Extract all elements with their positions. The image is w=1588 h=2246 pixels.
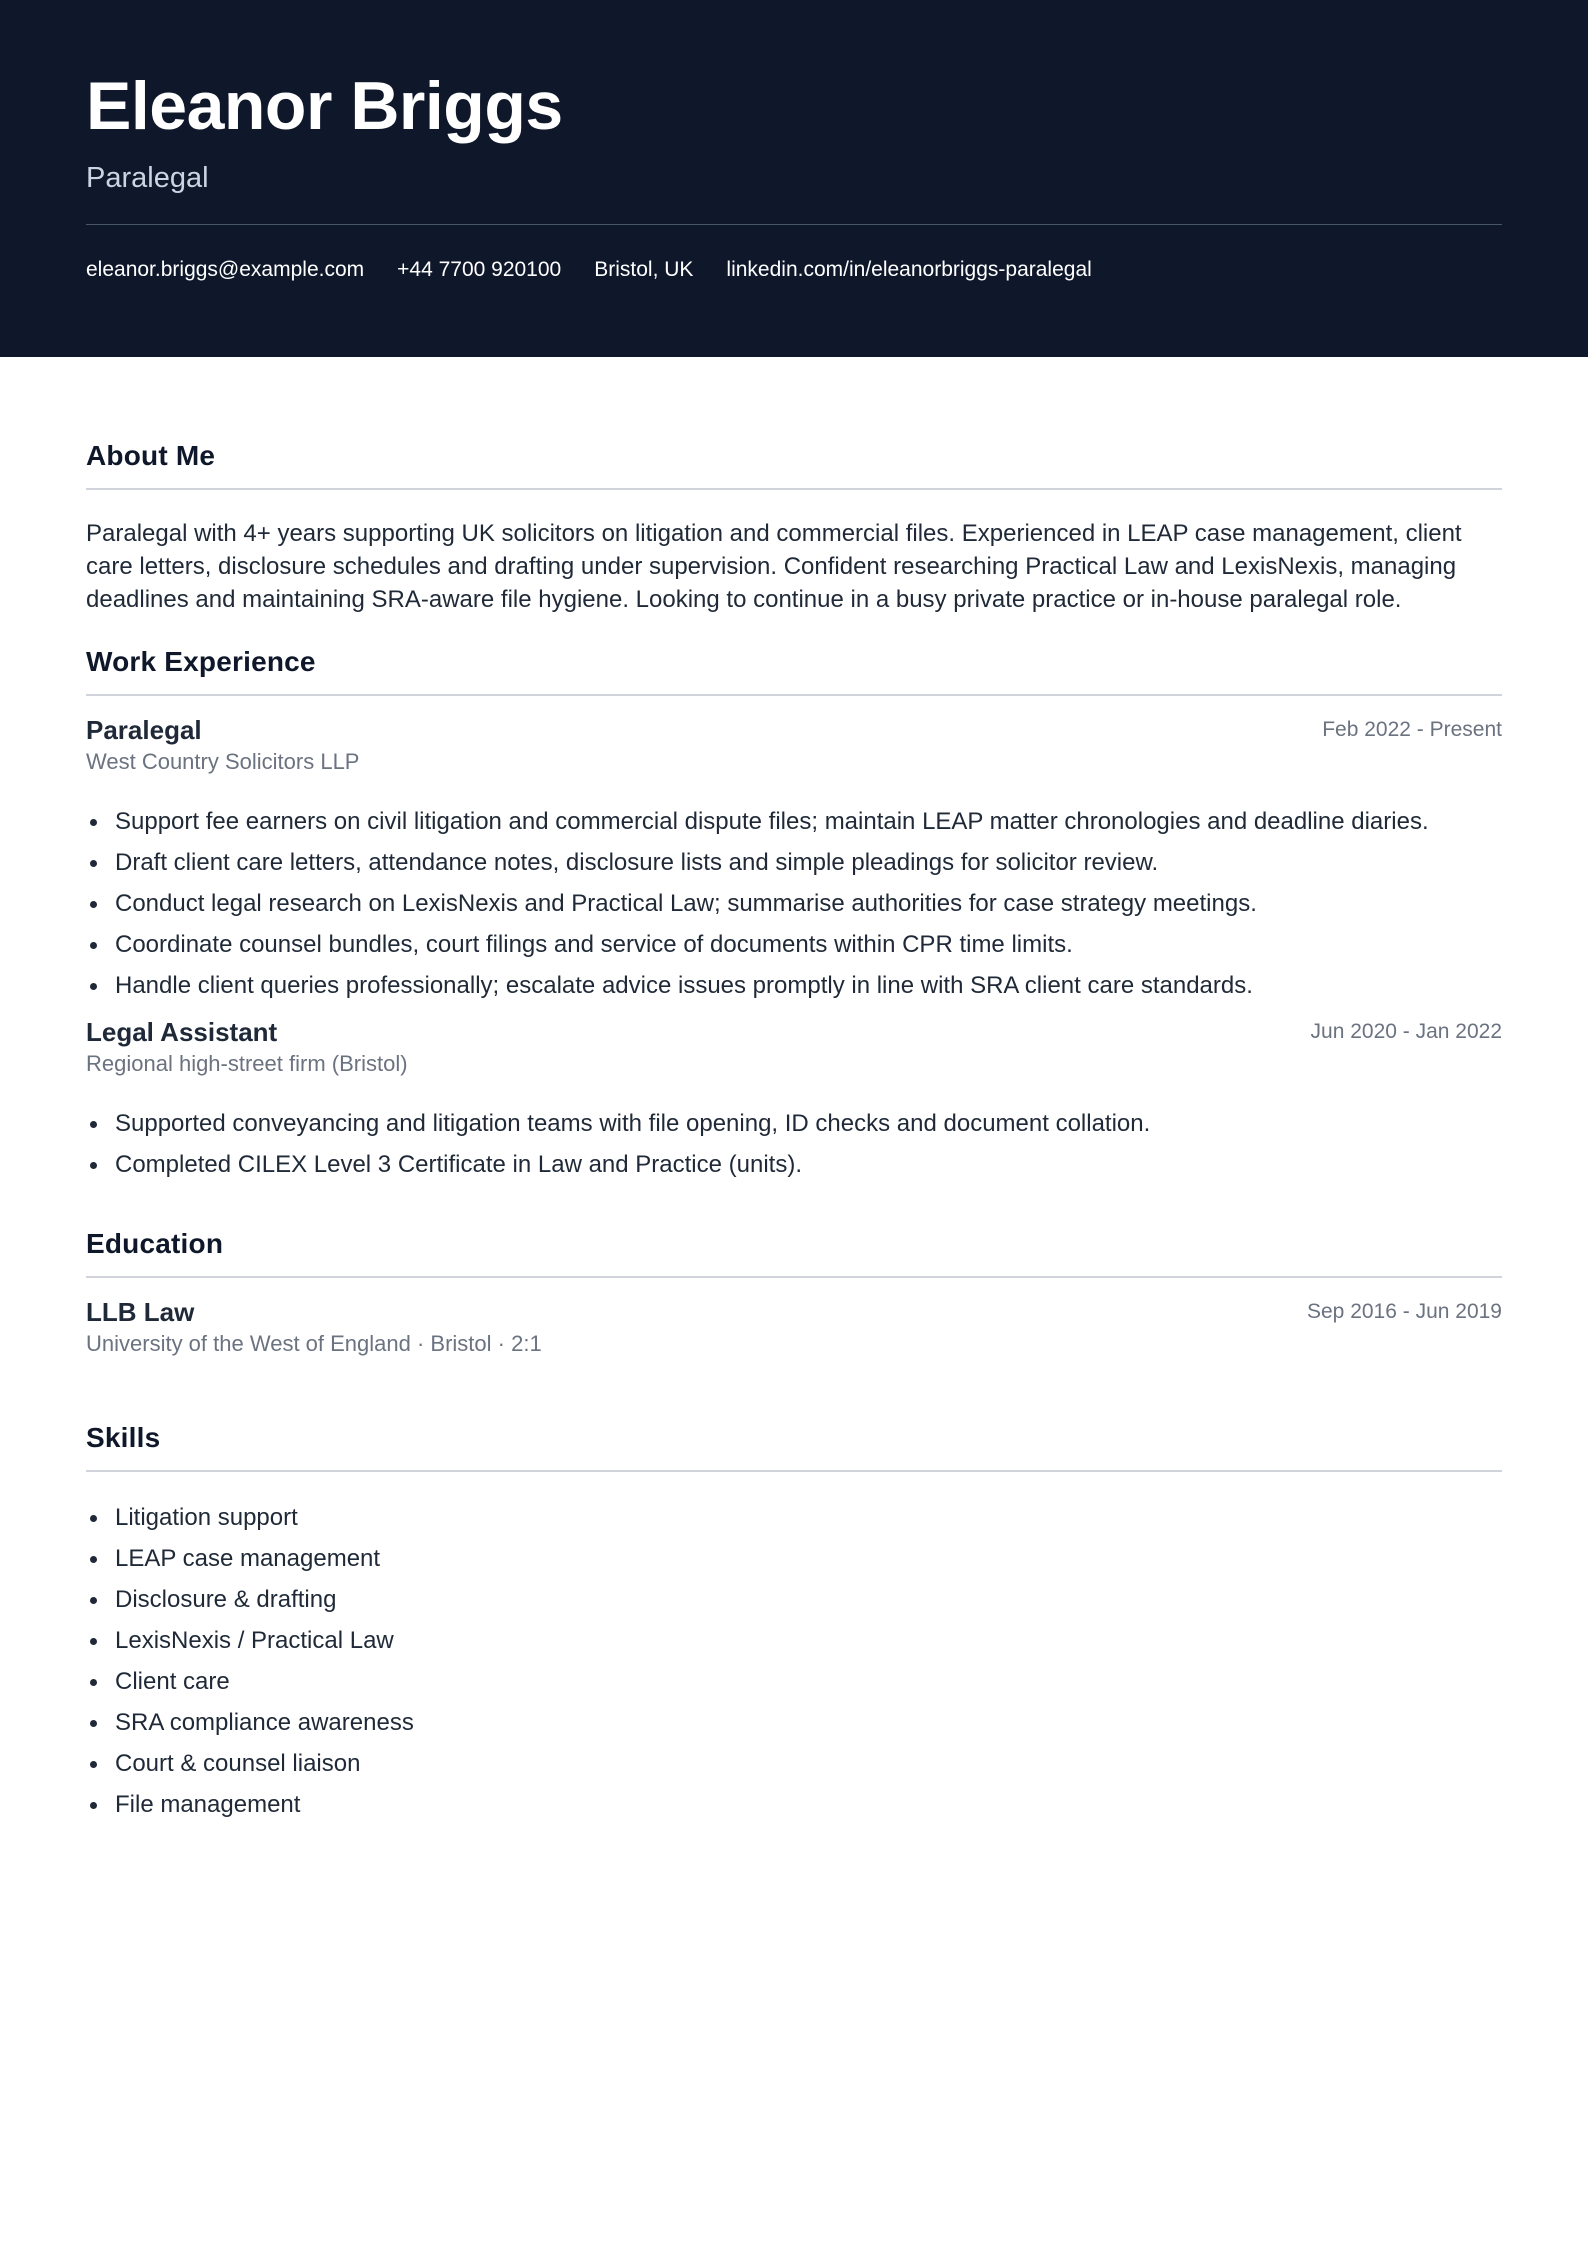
contact-location: Bristol, UK xyxy=(594,258,694,281)
candidate-name: Eleanor Briggs xyxy=(86,68,563,144)
section-divider xyxy=(86,488,1502,490)
skills-heading: Skills xyxy=(86,1422,161,1453)
skills-section xyxy=(86,1421,1502,1825)
job-role: Paralegal xyxy=(86,715,202,745)
job-bullets xyxy=(86,801,1502,1006)
section-divider xyxy=(86,694,1502,696)
contact-linkedin[interactable]: linkedin.com/in/eleanorbriggs-paralegal xyxy=(726,258,1092,281)
skill-item: Disclosure & drafting xyxy=(86,1579,1502,1620)
contact-email[interactable]: eleanor.briggs@example.com xyxy=(86,258,365,281)
skill-item: Client care xyxy=(86,1661,1502,1702)
job-role: Legal Assistant xyxy=(86,1017,278,1047)
job-employer: Regional high-street firm (Bristol) xyxy=(86,1051,408,1076)
contact-bar xyxy=(86,257,1502,283)
education-heading: Education xyxy=(86,1228,224,1259)
skill-item: LEAP case management xyxy=(86,1538,1502,1579)
work-section xyxy=(86,645,1502,1185)
education-dates: Sep 2016 - Jun 2019 xyxy=(1307,1300,1502,1323)
job-bullet: Draft client care letters, attendance notes, disclosure lists and simple pleadings for solicitor review. xyxy=(86,842,1502,883)
skills-list xyxy=(86,1497,1502,1825)
education-details: University of the West of England · Bristol · 2:1 xyxy=(86,1331,542,1356)
job-dates: Jun 2020 - Jan 2022 xyxy=(1310,1020,1502,1043)
work-heading: Work Experience xyxy=(86,646,316,677)
education-entry xyxy=(86,1296,1502,1358)
skill-item: SRA compliance awareness xyxy=(86,1702,1502,1743)
job-bullet: Handle client queries professionally; escalate advice issues promptly in line with SRA client care standards. xyxy=(86,965,1502,1006)
job-bullet: Support fee earners on civil litigation and commercial dispute files; maintain LEAP matter chronologies and deadline diaries. xyxy=(86,801,1502,842)
job-entry xyxy=(86,714,1502,1006)
education-section xyxy=(86,1227,1502,1358)
about-text: Paralegal with 4+ years supporting UK solicitors on litigation and commercial files. Experienced in LEAP case management, client care letters, disclosure schedules and drafting under supervision. Confident researching Practical Law and LexisNexis, managing deadlines and maintaining SRA-aware file hygiene. Looking to continue in a busy private practice or in-house paralegal role. xyxy=(86,520,1462,613)
job-entry xyxy=(86,1016,1502,1185)
skill-item: File management xyxy=(86,1784,1502,1825)
job-employer: West Country Solicitors LLP xyxy=(86,749,360,774)
job-bullet: Conduct legal research on LexisNexis and Practical Law; summarise authorities for case strategy meetings. xyxy=(86,883,1502,924)
degree-title: LLB Law xyxy=(86,1297,195,1327)
skill-item: LexisNexis / Practical Law xyxy=(86,1620,1502,1661)
section-divider xyxy=(86,1276,1502,1278)
job-bullet: Completed CILEX Level 3 Certificate in Law and Practice (units). xyxy=(86,1144,1502,1185)
section-divider xyxy=(86,1470,1502,1472)
resume-body xyxy=(0,357,1588,1825)
about-section xyxy=(86,439,1502,616)
job-bullets xyxy=(86,1103,1502,1185)
skill-item: Court & counsel liaison xyxy=(86,1743,1502,1784)
job-dates: Feb 2022 - Present xyxy=(1322,718,1502,741)
header-divider xyxy=(86,224,1502,225)
resume-header xyxy=(0,0,1588,357)
about-heading: About Me xyxy=(86,440,216,471)
skill-item: Litigation support xyxy=(86,1497,1502,1538)
job-bullet: Supported conveyancing and litigation teams with file opening, ID checks and document collation. xyxy=(86,1103,1502,1144)
job-title: Paralegal xyxy=(86,162,209,194)
contact-phone[interactable]: +44 7700 920100 xyxy=(397,258,562,281)
job-bullet: Coordinate counsel bundles, court filings and service of documents within CPR time limits. xyxy=(86,924,1502,965)
